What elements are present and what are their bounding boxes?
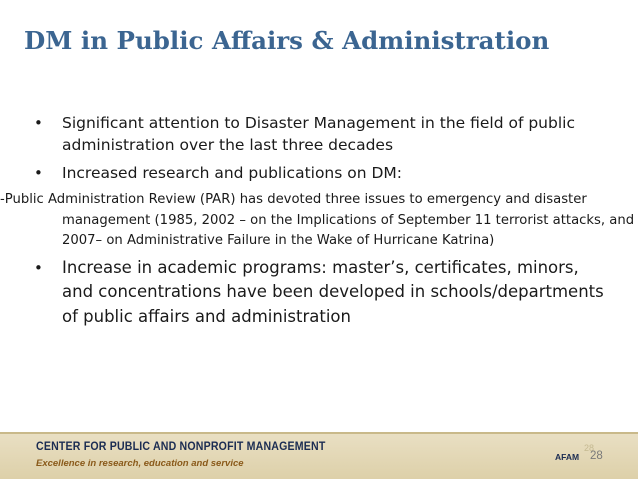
sub-item-text: Public Administration Review (PAR) has devoted three issues to emergency and disaster management (1985, 2002 – on the Implications of September 11 terrorist attacks, and 2007– on Administrative Failure in the Wake of Hurricane Katrina)	[4, 192, 635, 248]
bullet-text: Increase in academic programs: master’s, certificates, minors, and concentrations have been developed in schools/departments of public affairs and administration	[62, 257, 604, 326]
bullet-item	[34, 256, 614, 330]
dash-prefix: -	[0, 192, 5, 207]
afam-logo: AFAM	[555, 452, 580, 462]
bullet-icon: •	[34, 114, 43, 132]
bullet-item	[34, 112, 614, 156]
footer-tagline: Excellence in research, education and service	[36, 458, 244, 469]
page-number: 28	[590, 450, 603, 462]
bullet-icon: •	[34, 164, 43, 182]
slide-content	[0, 112, 635, 335]
sub-item	[0, 190, 638, 252]
footer-title: CENTER FOR PUBLIC AND NONPROFIT MANAGEMENT	[36, 441, 326, 453]
bullet-item	[34, 162, 614, 184]
bullet-text: Significant attention to Disaster Management in the field of public administration over the last three decades	[62, 114, 575, 154]
bullet-text: Increased research and publications on DM:	[62, 164, 403, 182]
bullet-icon: •	[34, 258, 43, 277]
page-number-ghost: 28	[584, 443, 595, 453]
slide-title: DM in Public Affairs & Administration	[24, 26, 550, 55]
